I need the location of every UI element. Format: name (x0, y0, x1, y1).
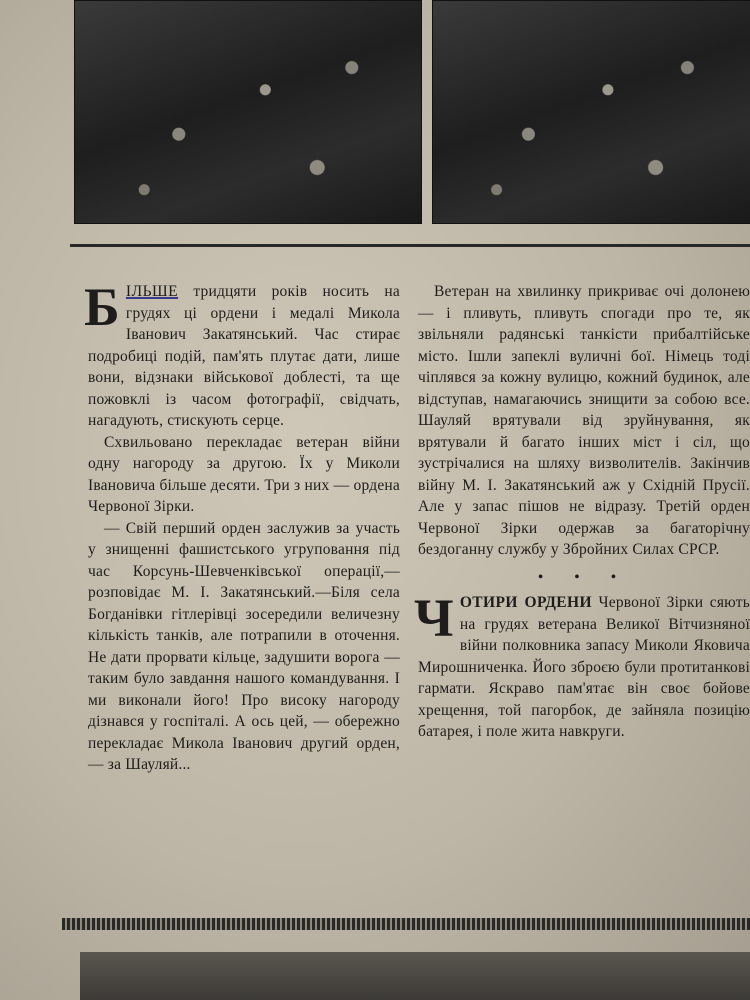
lead-caps: ІЛЬШЕ (125, 283, 179, 300)
paragraph-4: Ветеран на хвилинку прикриває очі долонею — і пливуть, пливуть спогади про те, як звільняли радянські танкісти прибалтійське місто. Ішли запеклі вуличні бої. Німець тоді чіплявся за кожну вулицю, кожний будинок, але відступав, намагаючись знищити за собою все. Шауляй врятували від зруйнування, як врятували й багато інших міст і сіл, що зустрічалися на шляху визволителів. Закінчив війну М. І. Закатянський аж у Східній Прусії. Але у запас пішов не відразу. Третій орден Червоної Зірки одержав за багаторічну бездоганну службу у Збройних Силах СРСР. (418, 283, 750, 558)
veteran-photo-left (74, 0, 422, 224)
paragraph-1-text: тридцяти років носить на грудях ці ордени і медалі Микола Іванович Закатянський. Час стирає подробиці подій, пам'ять плутає дати, лише вони, відзнаки військової доблесті, та ще пожовклі із часом фотографії, свідчать, нагадують, стискують серце. (88, 283, 400, 429)
subheadline: ОТИРИ ОРДЕНИ (459, 594, 592, 611)
bottom-dark-band (80, 952, 750, 1000)
paragraph-1 (84, 277, 400, 432)
article-column-right (414, 281, 750, 743)
paragraph-5 (414, 588, 750, 743)
dropcap-2: Ч (414, 588, 454, 648)
paragraph-3: — Свій перший орден заслужив за участь у знищенні фашистського угруповання під час Корсунь-Шевченківської операції,—розповідає М. І. Закатянський.—Біля села Богданівки гітлерівці зосередили величезну кількість танків, але потрапили в оточення. Не дати прорвати кільце, задушити ворога — таким було завдання нашого командування. І ми виконали його! Про високу нагороду дізнався у госпіталі. А ось цей, — обережно перекладає Микола Іванович другий орден, — за Шауляй... (88, 519, 400, 773)
veteran-photo-right (432, 0, 750, 224)
paragraph-5-text: Червоної Зірки сяють на грудях ветерана Великої Вітчизняної війни полковника запасу Миколи Яковича Мирошниченка. Його зброєю були протитанкові гармати. Яскраво пам'ятає він своє бойове хрещення, той пагорбок, де зайняла позицію батарея, і поле жита навкруги. (418, 594, 750, 740)
bottom-rule (62, 918, 750, 930)
dropcap: Б (84, 277, 120, 337)
paragraph-2: Схвильовано перекладає ветеран війни одну нагороду за другою. Їх у Миколи Івановича більше десяти. Три з них — ордена Червоної Зірки. (88, 433, 400, 515)
section-separator: • • • (538, 569, 630, 585)
article-column-left (84, 277, 400, 776)
top-rule (70, 244, 750, 247)
